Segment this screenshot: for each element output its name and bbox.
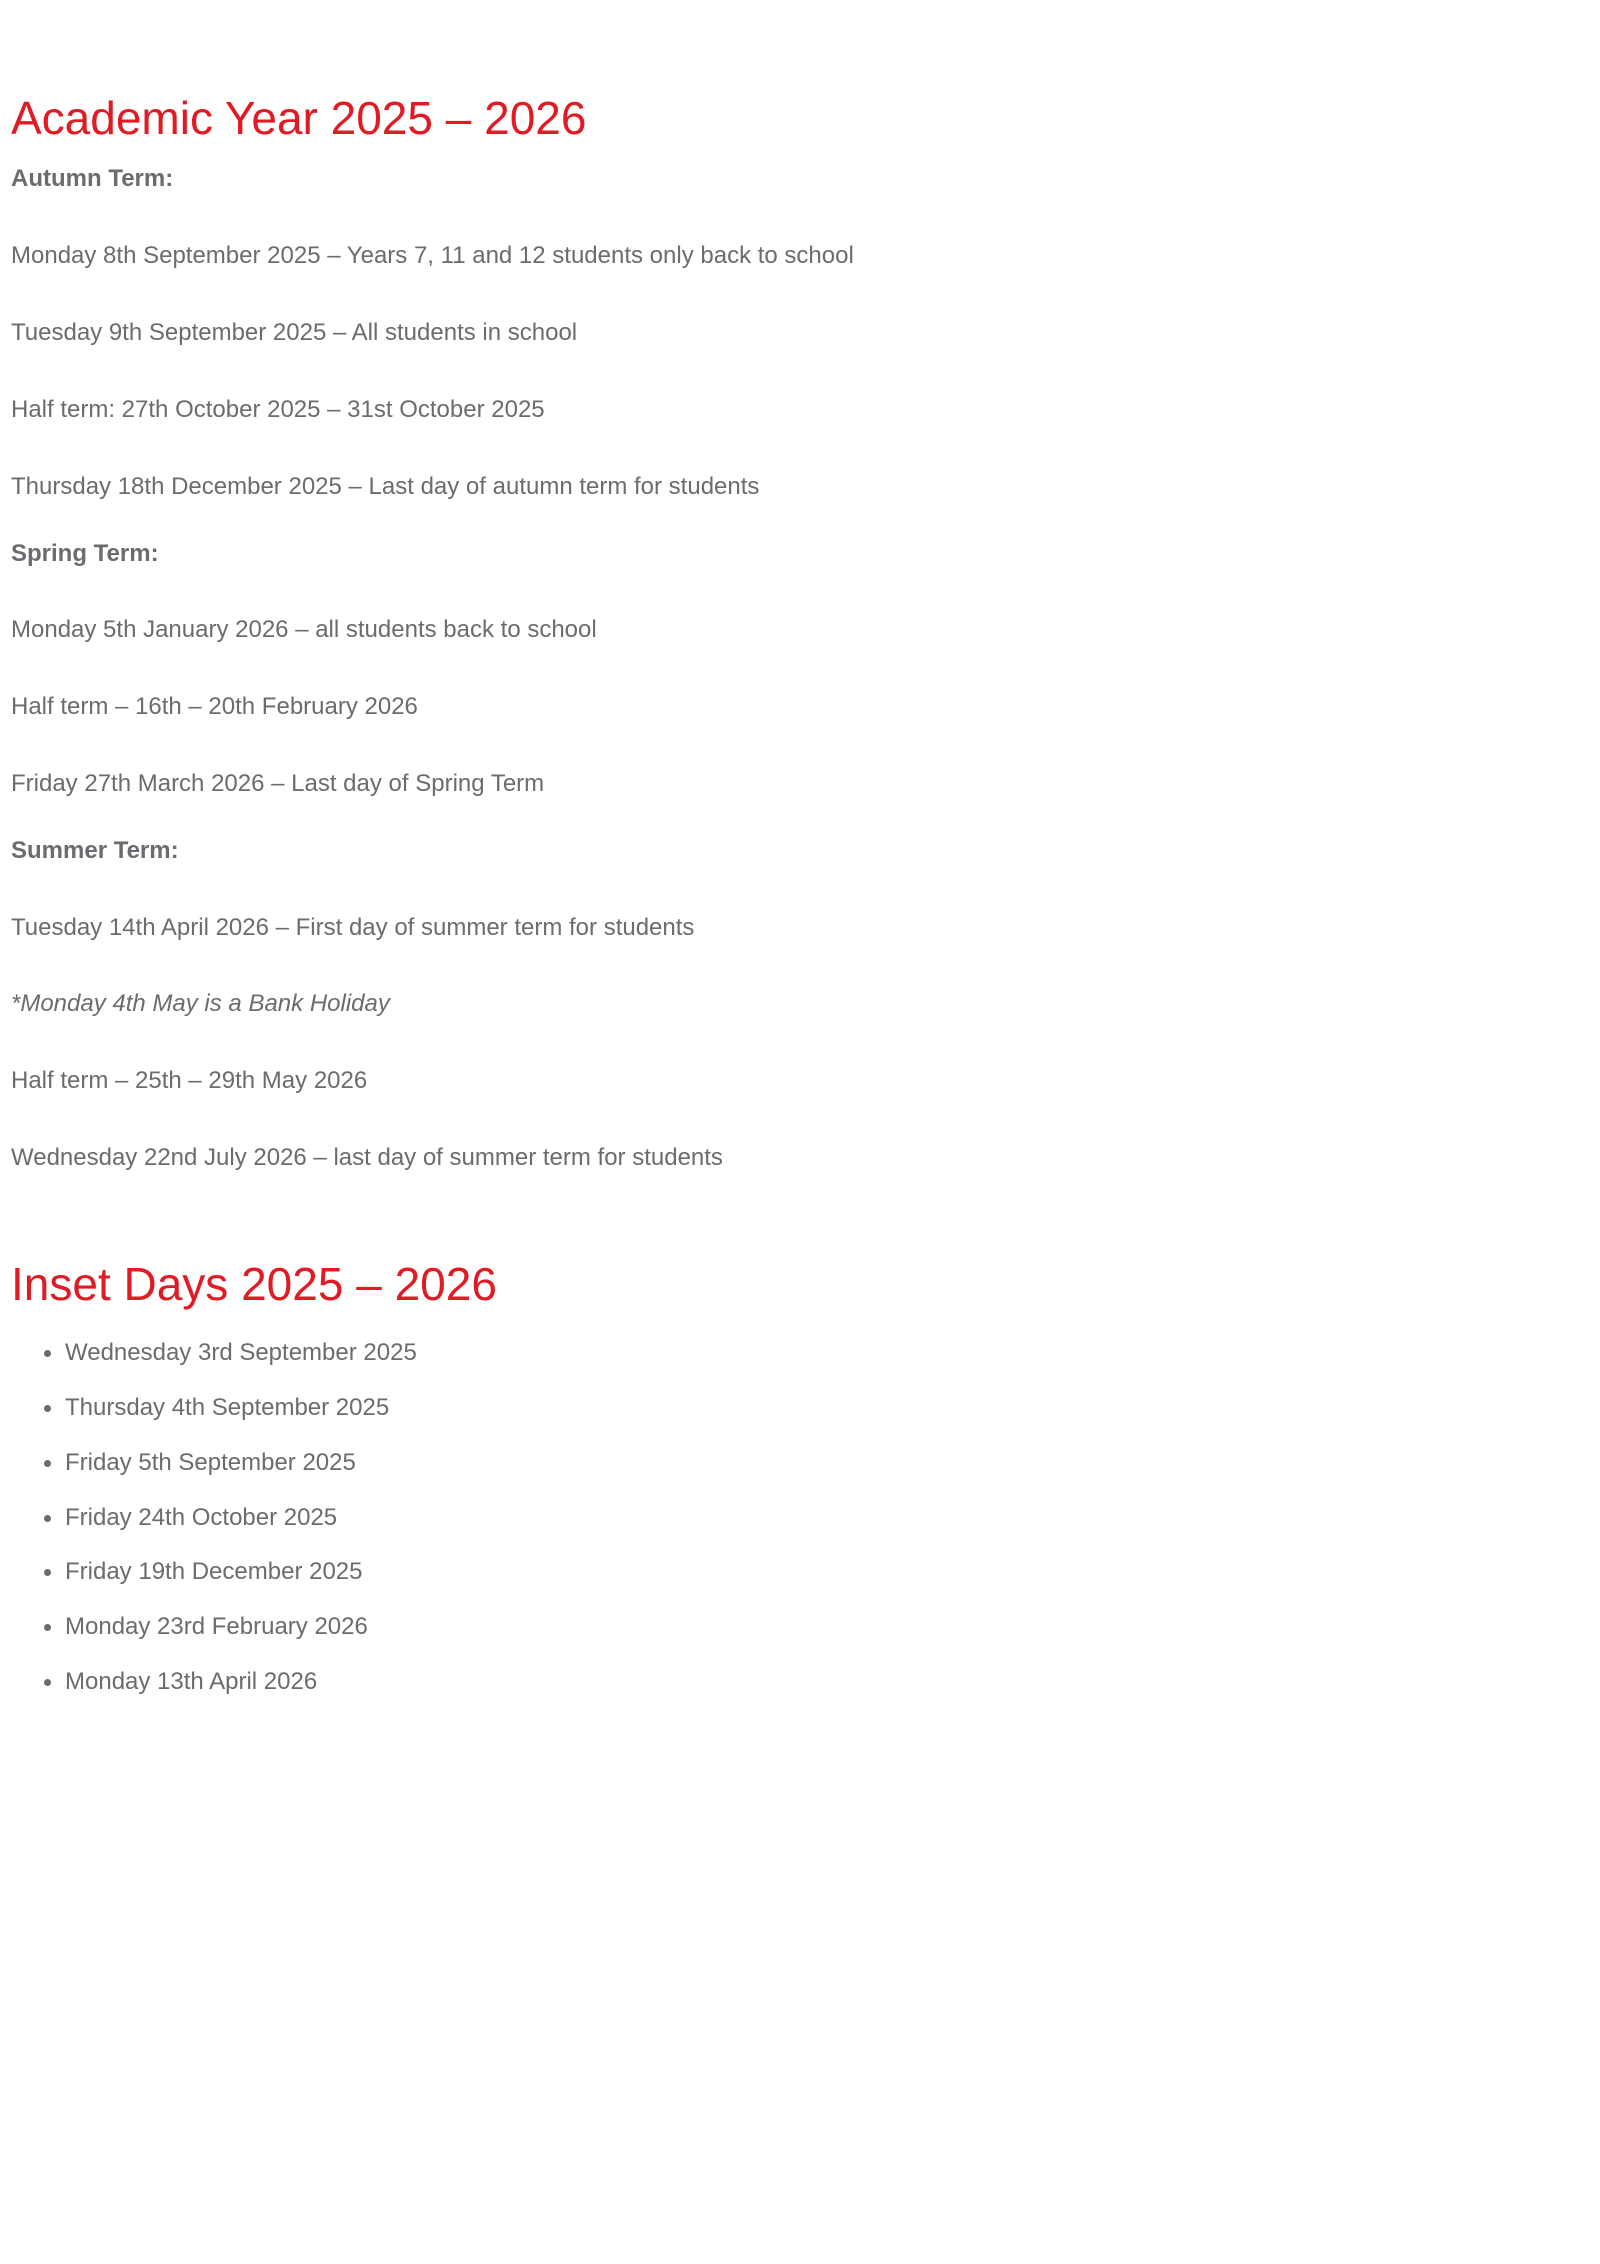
inset-day-text: Thursday 4th September 2025 — [65, 1394, 390, 1421]
autumn-term-line: Monday 8th September 2025 – Years 7, 11 and 12 students only back to school — [11, 242, 854, 269]
autumn-term-heading: Autumn Term: — [11, 165, 174, 192]
list-item — [11, 1668, 317, 1696]
spring-term-heading: Spring Term: — [11, 540, 159, 567]
bank-holiday-note: *Monday 4th May is a Bank Holiday — [11, 990, 390, 1017]
bullet-icon — [44, 1460, 51, 1467]
inset-day-text: Monday 13th April 2026 — [65, 1668, 318, 1695]
autumn-term-line: Half term: 27th October 2025 – 31st October 2025 — [11, 396, 545, 423]
spring-term-line: Half term – 16th – 20th February 2026 — [11, 693, 418, 720]
list-item — [11, 1558, 363, 1586]
list-item — [11, 1394, 389, 1422]
spring-term-line: Monday 5th January 2026 – all students back to school — [11, 616, 597, 643]
summer-term-line: Wednesday 22nd July 2026 – last day of summer term for students — [11, 1144, 723, 1171]
list-item — [11, 1613, 368, 1641]
inset-days-title: Inset Days 2025 – 2026 — [11, 1258, 497, 1310]
bullet-icon — [44, 1624, 51, 1631]
autumn-term-line: Tuesday 9th September 2025 – All students in school — [11, 319, 578, 346]
spring-term-line: Friday 27th March 2026 – Last day of Spring Term — [11, 770, 545, 797]
inset-day-text: Friday 5th September 2025 — [65, 1449, 356, 1476]
bullet-icon — [44, 1350, 51, 1357]
inset-day-text: Wednesday 3rd September 2025 — [65, 1339, 417, 1366]
inset-day-text: Friday 19th December 2025 — [65, 1558, 363, 1585]
bullet-icon — [44, 1569, 51, 1576]
inset-day-text: Monday 23rd February 2026 — [65, 1613, 368, 1640]
academic-year-title: Academic Year 2025 – 2026 — [11, 92, 587, 144]
autumn-term-line: Thursday 18th December 2025 – Last day of autumn term for students — [11, 473, 760, 500]
summer-term-line: Tuesday 14th April 2026 – First day of summer term for students — [11, 914, 695, 941]
inset-day-text: Friday 24th October 2025 — [65, 1504, 338, 1531]
summer-term-heading: Summer Term: — [11, 837, 179, 864]
bullet-icon — [44, 1405, 51, 1412]
list-item — [11, 1504, 337, 1532]
list-item — [11, 1339, 417, 1367]
summer-term-line: Half term – 25th – 29th May 2026 — [11, 1067, 368, 1094]
bullet-icon — [44, 1679, 51, 1686]
list-item — [11, 1449, 356, 1477]
bullet-icon — [44, 1515, 51, 1522]
